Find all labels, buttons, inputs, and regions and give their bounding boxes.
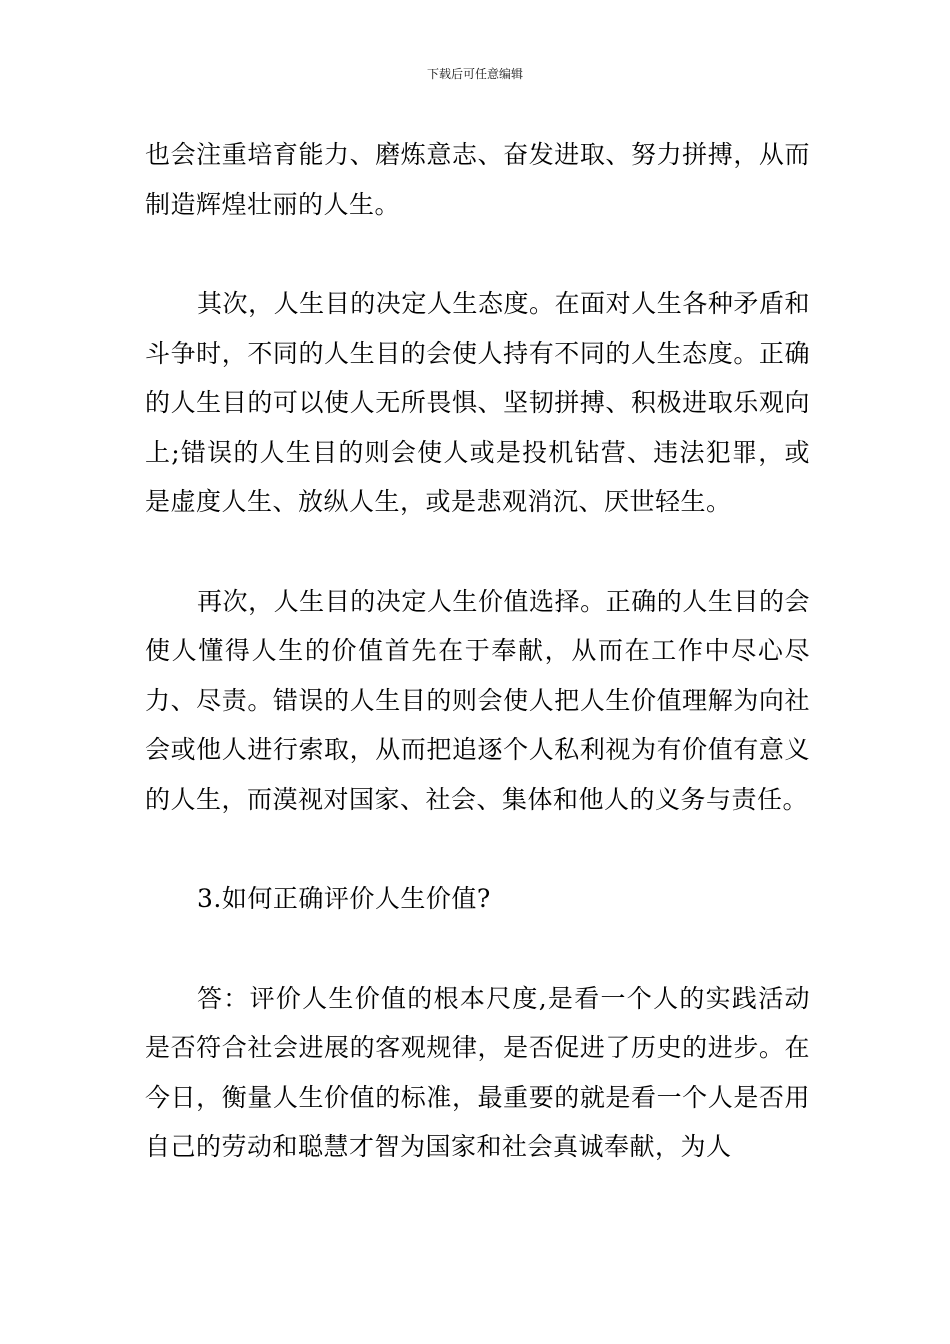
paragraph-spacer (145, 924, 810, 974)
paragraph-value-choice: 再次，人生目的决定人生价值选择。正确的人生目的会使人懂得人生的价值首先在于奉献，从而在工作中尽心尽力、尽责。错误的人生目的则会使人把人生价值理解为向社会或他人进行索取，从而把追逐个人私利视为有价值有意义的人生，而漠视对国家、社会、集体和他人的义务与责任。 (145, 586, 810, 814)
question-heading: 3.如何正确评价人生价值? (197, 884, 491, 913)
page-header: 下载后可任意编辑 (426, 67, 523, 81)
paragraph-life-attitude: 其次，人生目的决定人生态度。在面对人生各种矛盾和斗争时，不同的人生目的会使人持有不同的人生态度。正确的人生目的可以使人无所畏惧、坚韧拼搏、积极进取乐观向上;错误的人生目的则会使人或是投机钻营、违法犯罪，或是虚度人生、放纵人生，或是悲观消沉、厌世轻生。 (145, 289, 810, 516)
paragraph-spacer (145, 824, 810, 874)
paragraph-continuation: 也会注重培育能力、磨炼意志、奋发进取、努力拼搏，从而制造辉煌壮丽的人生。 (145, 140, 810, 219)
document-body (145, 130, 810, 1172)
paragraph-spacer (145, 527, 810, 577)
paragraph-spacer (145, 229, 810, 279)
answer-paragraph: 答：评价人生价值的根本尺度,是看一个人的实践活动是否符合社会进展的客观规律，是否促进了历史的进步。在今日，衡量人生价值的标准，最重要的就是看一个人是否用自己的劳动和聪慧才智为国家和社会真诚奉献，为人 (145, 983, 810, 1161)
